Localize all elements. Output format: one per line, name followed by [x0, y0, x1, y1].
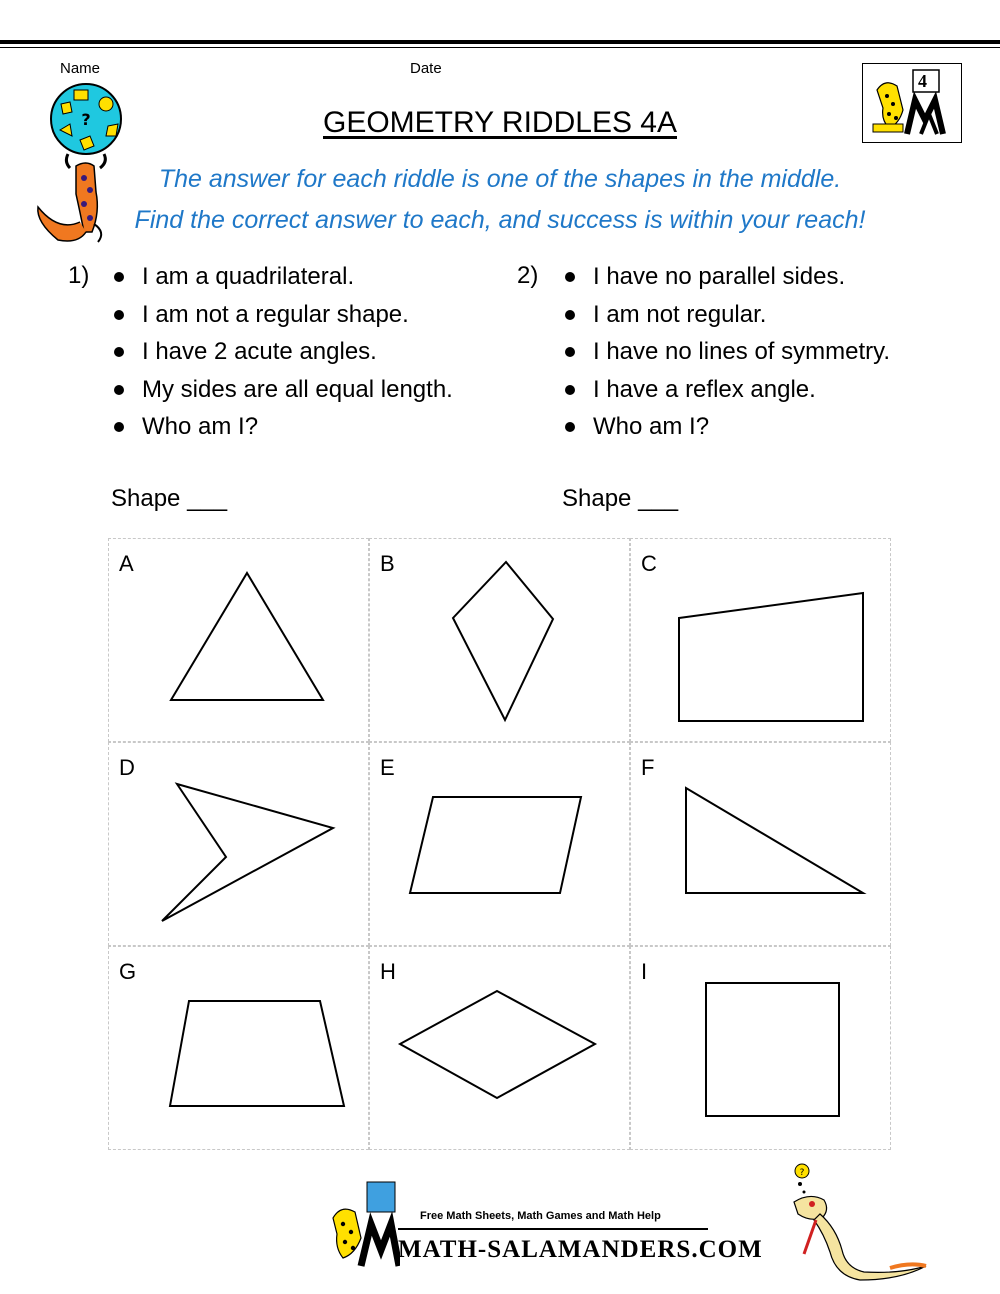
instruction-line-1: The answer for each riddle is one of the shapes in the middle. — [158, 165, 842, 193]
footer-rule — [398, 1228, 708, 1230]
page-title: GEOMETRY RIDDLES 4A — [323, 106, 677, 139]
right-triangle-shape — [631, 743, 892, 947]
shape-letter: D — [119, 755, 135, 780]
riddle-2-clue: I have a reflex angle. — [561, 371, 890, 409]
shape-letter: F — [641, 755, 655, 780]
rhombus-shape — [370, 947, 631, 1151]
date-label: Date — [410, 60, 442, 77]
riddle-1-number: 1) — [68, 262, 90, 289]
shape-cell-b — [369, 538, 630, 742]
top-rule-thin — [0, 47, 1000, 48]
shape-cell-f — [630, 742, 891, 946]
footer-site-logo[interactable]: MATH-SALAMANDERS.COM — [398, 1236, 763, 1263]
riddle-1-clue: My sides are all equal length. — [110, 371, 453, 409]
square-shape — [631, 947, 892, 1151]
shape-cell-i — [630, 946, 891, 1150]
svg-text:?: ? — [81, 110, 91, 129]
top-rule — [0, 40, 1000, 44]
riddle-1-answer-field[interactable]: Shape ___ — [111, 485, 228, 512]
riddle-2-answer-field[interactable]: Shape ___ — [562, 485, 679, 512]
riddle-1-clue: I am a quadrilateral. — [110, 258, 453, 296]
thinking-salamander-illustration — [780, 1162, 930, 1282]
shape-letter: C — [641, 551, 657, 576]
riddle-1-clue: I have 2 acute angles. — [110, 333, 453, 371]
riddle-2-clue: I have no parallel sides. — [561, 258, 890, 296]
equilateral-triangle-shape — [109, 539, 370, 743]
shape-cell-a — [108, 538, 369, 742]
shape-letter: G — [119, 959, 137, 984]
riddle-1-clues — [110, 258, 453, 446]
shape-letter: H — [380, 959, 396, 984]
grade-badge — [862, 63, 962, 143]
trapezium-shape — [631, 539, 892, 743]
shape-cell-e — [369, 742, 630, 946]
kite-shape — [370, 539, 631, 743]
shape-cell-c — [630, 538, 891, 742]
riddle-2-number: 2) — [517, 262, 539, 289]
shape-cell-h — [369, 946, 630, 1150]
shape-letter: E — [380, 755, 395, 780]
shapes-grid — [108, 538, 891, 1150]
grade-number: 4 — [918, 71, 927, 91]
riddle-2-clue: Who am I? — [561, 408, 890, 446]
arrowhead-shape — [109, 743, 370, 947]
shape-cell-d — [108, 742, 369, 946]
footer-tagline: Free Math Sheets, Math Games and Math Help — [420, 1210, 661, 1222]
isosceles-trapezium-shape — [109, 947, 370, 1151]
shape-cell-g — [108, 946, 369, 1150]
shape-letter: I — [641, 959, 648, 984]
riddle-2-clue: I am not regular. — [561, 296, 890, 334]
parallelogram-shape — [370, 743, 631, 947]
riddle-1-clue: I am not a regular shape. — [110, 296, 453, 334]
shape-letter: A — [119, 551, 134, 576]
svg-text:?: ? — [799, 1168, 805, 1178]
riddle-2-clues — [561, 258, 890, 446]
salamander-logo-icon — [325, 1178, 400, 1270]
riddle-1-clue: Who am I? — [110, 408, 453, 446]
riddle-2-clue: I have no lines of symmetry. — [561, 333, 890, 371]
salamander-badge-icon — [863, 64, 960, 141]
shape-letter: B — [380, 551, 395, 576]
instruction-line-2: Find the correct answer to each, and success is within your reach! — [134, 206, 866, 234]
name-label: Name — [60, 60, 101, 77]
